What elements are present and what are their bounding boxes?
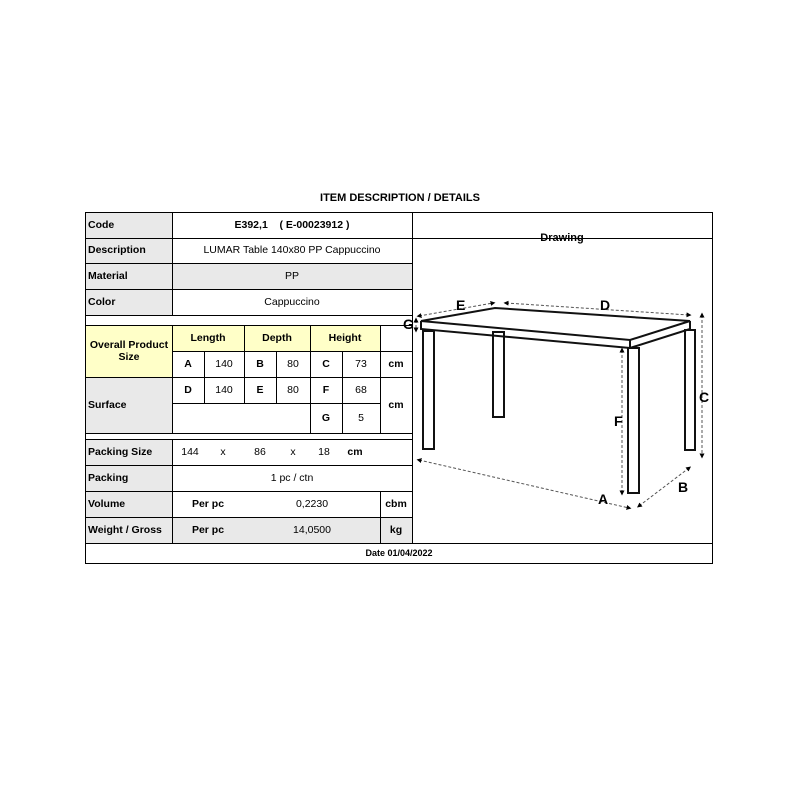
surface-e-value: 80 [287,383,299,396]
code-label: Code [88,219,115,232]
material-label: Material [88,269,128,282]
color-label: Color [88,295,116,308]
surface-g-value: 5 [358,411,364,424]
table-outline [421,308,695,493]
surface-unit: cm [388,398,404,411]
weight-label: Weight / Gross [88,523,162,536]
overall-depth-value: 80 [287,357,299,370]
packing-depth-value: 86 [254,445,266,458]
volume-unit: cbm [385,497,407,510]
surface-letter-d: D [184,383,192,396]
drawing-letter-e: E [456,297,466,313]
overall-letter-b: B [256,357,264,370]
overall-unit: cm [388,357,404,370]
material-value: PP [284,269,299,282]
weight-value: 14,0500 [293,523,331,536]
color-value: Cappuccino [264,295,320,308]
table-drawing [403,297,713,523]
description-value: LUMAR Table 140x80 PP Cappuccino [203,244,381,257]
volume-label: Volume [88,497,126,510]
packing-size-label: Packing Size [88,445,153,458]
height-header: Height [328,331,362,344]
code-value: E392,1 ( E-00023912 ) [234,219,350,232]
packing-times-1: x [220,445,226,458]
drawing-letter-f: F [614,413,623,429]
packing-height-value: 18 [318,445,330,458]
drawing-letter-c: C [699,389,710,405]
overall-letter-a: A [184,357,192,370]
overall-length-value: 140 [215,357,233,370]
depth-header: Depth [262,331,292,344]
overall-size-label: Overall Product Size [89,338,169,363]
packing-length-value: 144 [181,445,199,458]
weight-per: Per pc [191,523,225,536]
weight-unit: kg [389,523,403,536]
packing-size-unit: cm [347,445,363,458]
volume-value: 0,2230 [295,497,329,510]
packing-times-2: x [290,445,296,458]
drawing-letter-d: D [600,297,611,313]
date-footer: Date 01/04/2022 [365,547,433,558]
surface-letter-f: F [322,383,330,396]
surface-letter-g: G [321,411,331,424]
drawing-letter-g: G [403,316,414,332]
sheet-title: ITEM DESCRIPTION / DETAILS [320,192,480,204]
surface-d-value: 140 [215,383,233,396]
overall-letter-c: C [322,357,330,370]
surface-label: Surface [88,398,127,411]
length-header: Length [190,331,226,344]
item-details-sheet [85,212,713,564]
drawing-letter-a: A [598,491,609,507]
packing-value: 1 pc / ctn [270,471,314,484]
description-label: Description [88,244,146,257]
overall-height-value: 73 [355,357,367,370]
surface-f-value: 68 [355,383,367,396]
surface-letter-e: E [256,383,264,396]
volume-per: Per pc [191,497,225,510]
drawing-letter-b: B [678,479,689,495]
drawing-label: Drawing [540,231,584,244]
packing-label: Packing [88,471,129,484]
